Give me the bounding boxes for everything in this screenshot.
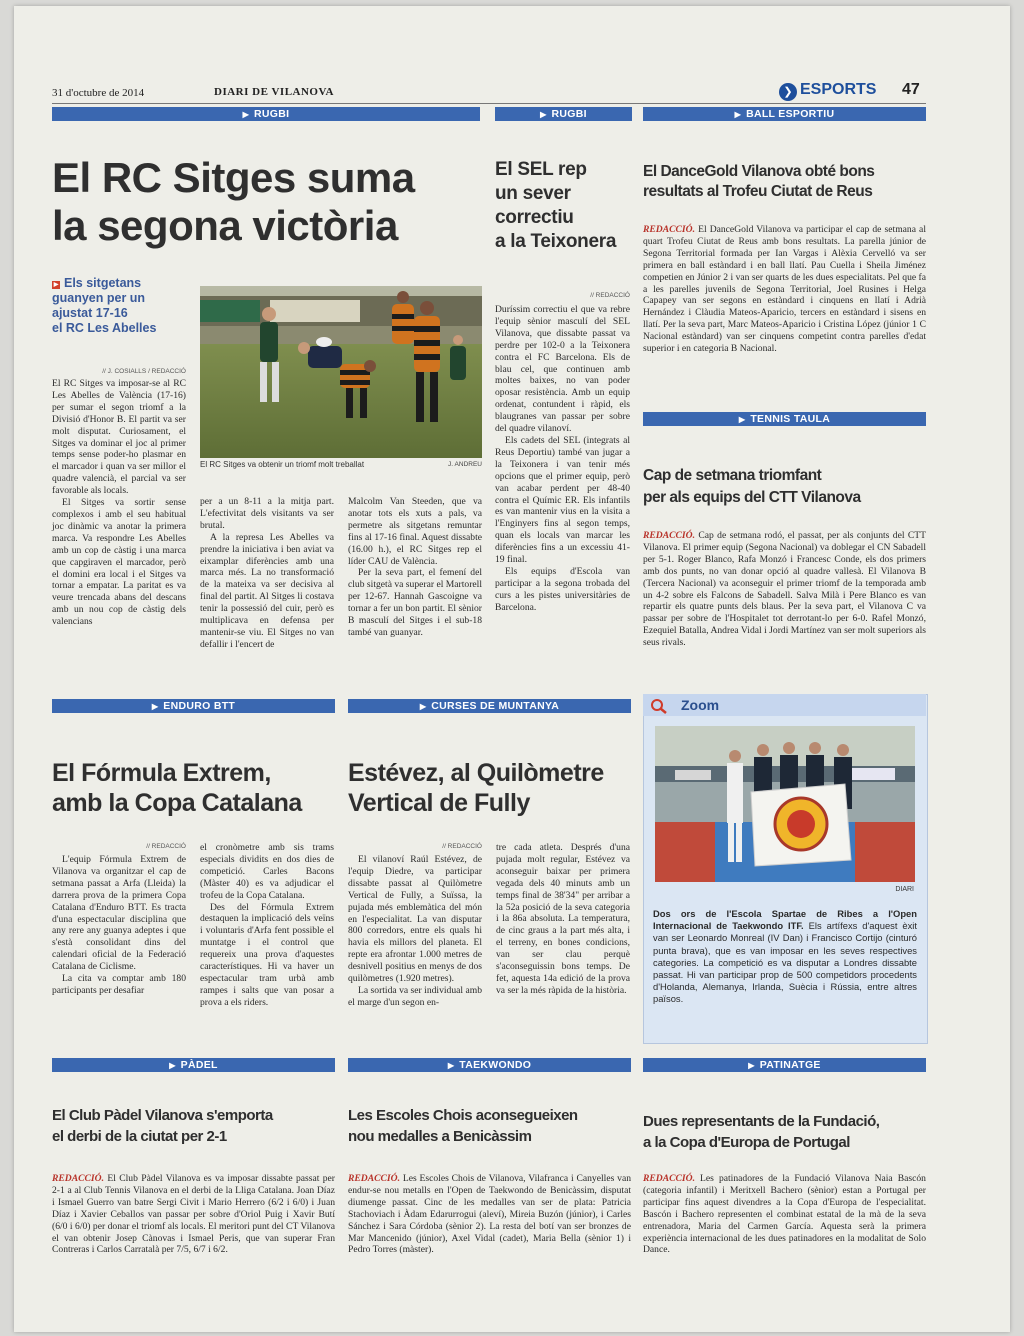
section-label: RUGBI bbox=[254, 108, 290, 120]
paragraph: per a un 8-11 a la mitja part. L'efectivitat dels visitants va ser brutal. bbox=[200, 496, 334, 531]
kicker-arrow-icon: ▶ bbox=[53, 282, 59, 288]
section-arrow-icon: ❯ bbox=[779, 83, 797, 101]
section-label: TENNIS TAULA bbox=[750, 413, 831, 425]
patinatge-text: Les patinadores de la Fundació Vilanova Naia Bascón (categoria infantil) i Meritxell Bachero (sènior) estan a Portugal per participar fins aquest divendres a la Copa d'Europa de l'especialitat. Bascón i Bachero representen el combinat estatal de la mà de la seva entrenadora, Maria del Carmen García. Aquesta serà la primera experiència internacional de les dues patinadores en la modalitat de Solo Dance. bbox=[643, 1173, 926, 1256]
paragraph: Duríssim correctiu el que va rebre l'equip sènior masculí del SEL Vilanova, que dissabte passat va perdre per 102-0 a la Teixonera contra el FC Barcelona. Els de blau cel, que continuen amb moltes baixes, no van poder oposar resistència. Amb un equip ordenat, contundent i ràpid, els blaugranes van passar per sobre del quadre vilanoví. bbox=[495, 304, 630, 435]
paragraph: Malcolm Van Steeden, que va anotar tots els xuts a pals, va permetre als sitgetans remuntar fins al 17-16 final. Aquest dissabte (16.00 h.), el RC Sitges rep el líder CAU de València. bbox=[348, 496, 482, 567]
zoom-text: Els artífexs d'aquest èxit van ser Leonardo Monreal (IV Dan) i Francisco Cortijo (cinturó punta brava), que es van imposar en les seves respectives categories. La competició es va disputar a Londres dissabte passat. Hi van participar prop de 500 competidors procedents d'Holanda, Alemanya, Irlanda, Suècia i Rússia, entre altres països. bbox=[653, 920, 917, 1005]
rugbi-photo-credit: J. ANDREU bbox=[448, 461, 482, 468]
tennis-text: Cap de setmana rodó, el passat, per als conjunts del CTT Vilanova. El primer equip (Segona Nacional) va doblegar el CN Sabadell per 5-1. Roger Blanco, Rafa Monzó i Francesc Conde, els dos primers amb dos punts, no van donar opció al quadre vallesà. El Vilanova B (Tercera Nacional) va aconseguir el primer triomf de la temporada amb un 4-2 sobre els Falcons de Sabadell. Salva Milà i Pere Blanco es van repartir els quatre punts dels blaus. Per la seva part, el Vilanova C va passar per sobre de l'Hospitalet tot derrotant-lo per 6-0. Rafel Monzó, Ezequiel Batalla, Andrea Vidal i Jordi Martínez van ser molt superiors als seus rivals. bbox=[643, 530, 926, 649]
section-label: RUGBI bbox=[551, 108, 587, 120]
enduro-headline-line2: amb la Copa Catalana bbox=[52, 789, 302, 817]
taekwondo-headline-line1: Les Escoles Chois aconsegueixen bbox=[348, 1107, 578, 1124]
paragraph: Des del Fórmula Extrem destaquen la implicació dels veïns i voluntaris d'Arfa fent possible el muntatge i el control que requereix una prova d'aquestes característiques. Hi va haver un espectacular tram urbà amb rampes i salts que van posar a prova a els riders. bbox=[200, 901, 334, 1008]
section-label: CURSES DE MUNTANYA bbox=[431, 700, 560, 712]
rugbi-kicker: ▶ Els sitgetans guanyen per un ajustat 17-16 el RC Les Abelles bbox=[52, 276, 157, 335]
paragraph: A la represa Les Abelles va prendre la iniciativa i ben aviat va eixamplar diferències amb una marca més. La no transformació de la mateixa va ser decisiva al final del partit. Al Sitges li costava tenir la possessió del cuir, però es multiplicava en defensa per mantenir-se viu. El Sitges no van defallir i l'encert de bbox=[200, 531, 334, 650]
section-label: BALL ESPORTIU bbox=[746, 108, 835, 120]
taekwondo-lead: REDACCIÓ. bbox=[348, 1173, 400, 1184]
rugbi-photo bbox=[200, 286, 482, 458]
paragraph: Per la seva part, el femení del club sitgetà va superar el Martorell per 12-67. Hannah Gascoigne va tornar a fer un bon partit. El sènior B masculí del Sitges i el sub-18 també van guanyar. bbox=[348, 567, 482, 638]
ball-headline-line2: resultats al Trofeu Ciutat de Reus bbox=[643, 183, 873, 200]
enduro-column-1 bbox=[52, 854, 186, 997]
sel-headline: El SEL rep un sever correctiu a la Teixonera bbox=[495, 159, 617, 252]
tennis-lead: REDACCIÓ. bbox=[643, 530, 695, 541]
curses-byline: // REDACCIÓ bbox=[442, 843, 482, 850]
section-name: ESPORTS bbox=[800, 81, 877, 98]
rugbi-column-3 bbox=[348, 496, 482, 639]
ball-body bbox=[643, 224, 926, 355]
zoom-photo-credit: DIARI bbox=[895, 886, 914, 893]
padel-body bbox=[52, 1173, 335, 1256]
ball-text: El DanceGold Vilanova va participar el cap de setmana al quart Trofeu Ciutat de Reus amb bons resultats. La parella júnior de Segona Territorial formada per Ian Vargas i Alèxia Cervelló va ser primera en ball estàndard i en ball llatí. Pau Cuella i Sheila Jiménez competien en Júnior 2 i van ser quarts de les dues especialitats. Pel que fa a les parelles juvenils de Segona Territorial, Joel Rusines i Helga Capapey van ser segons en estàndard i cinquens en llatí i Adrià Hernández i Clàudia Mateos-Aparicio, tercers en estàndard i sisens en llatí. Per la seva part, Marc Mateos-Aparicio i Cristina López (júnior 1 C Nacional estàndard) van ser cinquens competint contra parelles d'edat superior i en categoria B Nacional. bbox=[643, 224, 926, 355]
patinatge-headline-line2: a la Copa d'Europa de Portugal bbox=[643, 1134, 850, 1151]
section-bar-enduro: ▶ ENDURO BTT bbox=[52, 699, 335, 713]
taekwondo-body bbox=[348, 1173, 631, 1256]
paragraph: Els cadets del SEL (integrats al Reus Deportiu) també van jugar a la Teixonera i van tenir més opcions que el primer equip, però van acabar perdent per 48-40 contra el Químic ER. Els infantils es van mantenir vius en la visita a l'Enginyers fins al segon temps, quan els locals van marcar les diferències fins a un excessiu 41-19 final. bbox=[495, 434, 630, 566]
taekwondo-headline-line2: nou medalles a Benicàssim bbox=[348, 1128, 532, 1145]
paragraph: el cronòmetre amb sis trams especials dividits en dos dies de competició. Carles Bacons (Màster 40) es va adjudicar el trofeu de la Copa Catalana. bbox=[200, 842, 334, 901]
zoom-title: Zoom bbox=[681, 697, 720, 713]
section-bar-curses: ▶ CURSES DE MUNTANYA bbox=[348, 699, 631, 713]
zoom-headline: Dos ors de l'Escola Spartae de Ribes a l'Open Internacional de Taekwondo ITF. bbox=[653, 908, 917, 932]
section-bar-ball: ▶ BALL ESPORTIU bbox=[643, 107, 926, 121]
patinatge-headline-line1: Dues representants de la Fundació, bbox=[643, 1113, 880, 1130]
rugbi-photo-caption: El RC Sitges va obtenir un triomf molt treballat bbox=[200, 460, 365, 469]
rugbi-headline-line1: El RC Sitges suma bbox=[52, 154, 415, 201]
paragraph: L'equip Fórmula Extrem de Vilanova va organitzar el cap de setmana passat a Arfa (Lleida) la darrera prova de la primera Copa Catalana d'Enduro BTT. Es tracta d'una espectacular disciplina que any rere any guanya adeptes i que s'està consolidant dins del calendari oficial de la Federació Catalana de Ciclisme. bbox=[52, 854, 186, 973]
issue-date: 31 d'octubre de 2014 bbox=[52, 87, 145, 99]
section-label: PATINATGE bbox=[759, 1059, 821, 1071]
ball-lead: REDACCIÓ. bbox=[643, 224, 695, 235]
zoom-photo bbox=[655, 726, 915, 882]
ball-headline-line1: El DanceGold Vilanova obté bons bbox=[643, 163, 875, 180]
curses-headline-line1: Estévez, al Quilòmetre bbox=[348, 759, 604, 787]
paragraph: El Sitges va sortir sense complexos i amb el seu habitual joc dinàmic va anotar la primera marca. Va respondre Les Abelles amb un cop de càstig i una marca que capgiraven el marcador, però el domini era local i el Sitges va tornar a empatar. La paritat es va veure trencada abans del descans amb un nou cop de càstig dels valencians bbox=[52, 497, 186, 628]
paragraph: tre cada atleta. Després d'una pujada molt regular, Estévez va aconseguir baixar per primera vegada dels 40 minuts amb un temps final de 38'34" per arribar a la 52a posició de la seva categoria i la 86a absoluta. La temperatura, de cinc graus a la part més alta, i el terreny, en bones condicions, van ser clau perquè s'aconseguissin bons temps. De fet, aquesta 14a edició de la prova va ser la més ràpida de la història. bbox=[496, 842, 630, 996]
padel-headline-line2: el derbi de la ciutat per 2-1 bbox=[52, 1128, 227, 1145]
enduro-column-2 bbox=[200, 842, 334, 1009]
taekwondo-text: Les Escoles Chois de Vilanova, Vilafranca i Canyelles van endur-se nou metalls en l'Open de Taekwondo de Benicàssim, disputat diumenge passat. Cinc de les medalles van ser de plata: Patricia Stachoviach i Àdam Edarurrogui (aleví), Mireia Buzón (júnior), i Carles Sánchez i Sara Córdoba (sènior 2). La resta del botí van ser bronzes de Mar Mancenido (júnior), Axel Vidal (cadet), Maria Bella (sènior 1) i Pedro Torres (màster). bbox=[348, 1173, 631, 1256]
tennis-headline-line1: Cap de setmana triomfant bbox=[643, 467, 822, 484]
padel-lead: REDACCIÓ. bbox=[52, 1173, 104, 1184]
section-label: ENDURO BTT bbox=[163, 700, 236, 712]
enduro-byline: // REDACCIÓ bbox=[146, 843, 186, 850]
header-rule bbox=[52, 103, 926, 104]
paragraph: Els equips d'Escola van participar a la segona trobada del curs a les pistes universitàries de Barcelona. bbox=[495, 565, 630, 613]
magnifier-icon bbox=[650, 698, 668, 714]
section-bar-patinatge: ▶ PATINATGE bbox=[643, 1058, 926, 1072]
rugbi-column-2 bbox=[200, 496, 334, 651]
section-bar-rugbi-sel: ▶ RUGBI bbox=[495, 107, 632, 121]
section-bar-rugbi: ▶ RUGBI bbox=[52, 107, 480, 121]
curses-column-2 bbox=[496, 842, 630, 997]
paragraph: El vilanoví Raúl Estévez, de l'equip Diedre, va participar dissabte passat al Quilòmetre Vertical de Fully, a Suïssa, la pujada més emblemàtica del món en l'especialitat. La van disputar 800 corredors, entre els quals hi havia els millors del planeta. El repte era afrontar 1.000 metres de desnivell positius en menys de dos quilòmetres (1.920 metres). bbox=[348, 854, 482, 985]
zoom-body bbox=[653, 908, 917, 1006]
rugbi-headline-line2: la segona victòria bbox=[52, 202, 398, 249]
sel-byline: // REDACCIÓ bbox=[590, 292, 630, 299]
page-number: 47 bbox=[902, 81, 920, 98]
paragraph: El RC Sitges va imposar-se al RC Les Abelles de València (17-16) per sumar el segon triomf a la Divisió d'Honor B. El partit va ser molt disputat. Curiosament, el Sitges va dominar el joc al primer temps sense poder-ho plasmar en el marcador i quan va ser millor el quadre valencià, el parcial va ser favorable als locals. bbox=[52, 378, 186, 497]
padel-text: El Club Pàdel Vilanova es va imposar dissabte passat per 2-1 a al Club Tennis Vilanova en el derbi de la Lliga Catalana. Joan Díaz i Ismael Guerro van batre Sergi Civit i Mario Herrero (6/2 i 6/0) i Juan Díaz i Xavier Ceballos van passar per sobre d'Oriol Puig i Xavir Butí (6/0 i 6/0) per donar el triomf als locals. El meritori punt del CT Vilanova el van obtenir Josep Cànovas i Ismael Peris, que van superar Fran Contreras i Carlos Carratalà per 7/5, 6/7 i 6/2. bbox=[52, 1173, 335, 1256]
section-bar-taekwondo: ▶ TAEKWONDO bbox=[348, 1058, 631, 1072]
tennis-body bbox=[643, 530, 926, 649]
newspaper-page bbox=[14, 6, 1010, 1332]
patinatge-lead: REDACCIÓ. bbox=[643, 1173, 695, 1184]
padel-headline-line1: El Club Pàdel Vilanova s'emporta bbox=[52, 1107, 273, 1124]
section-label: TAEKWONDO bbox=[459, 1059, 532, 1071]
curses-headline-line2: Vertical de Fully bbox=[348, 789, 530, 817]
sel-body bbox=[495, 304, 630, 614]
rugbi-column-1 bbox=[52, 378, 186, 628]
rugbi-byline: // J. COSIALLS / REDACCIÓ bbox=[102, 368, 186, 375]
paragraph: La sortida va ser individual amb el marge d'un segon en- bbox=[348, 984, 482, 1008]
tennis-headline-line2: per als equips del CTT Vilanova bbox=[643, 489, 861, 506]
patinatge-body bbox=[643, 1173, 926, 1256]
section-bar-padel: ▶ PÀDEL bbox=[52, 1058, 335, 1072]
paragraph: La cita va comptar amb 180 participants per desafiar bbox=[52, 973, 186, 996]
paper-name: DIARI DE VILANOVA bbox=[214, 86, 334, 98]
section-bar-tennis: ▶ TENNIS TAULA bbox=[643, 412, 926, 426]
enduro-headline-line1: El Fórmula Extrem, bbox=[52, 759, 271, 787]
section-label: PÀDEL bbox=[180, 1059, 218, 1071]
curses-column-1 bbox=[348, 854, 482, 1009]
